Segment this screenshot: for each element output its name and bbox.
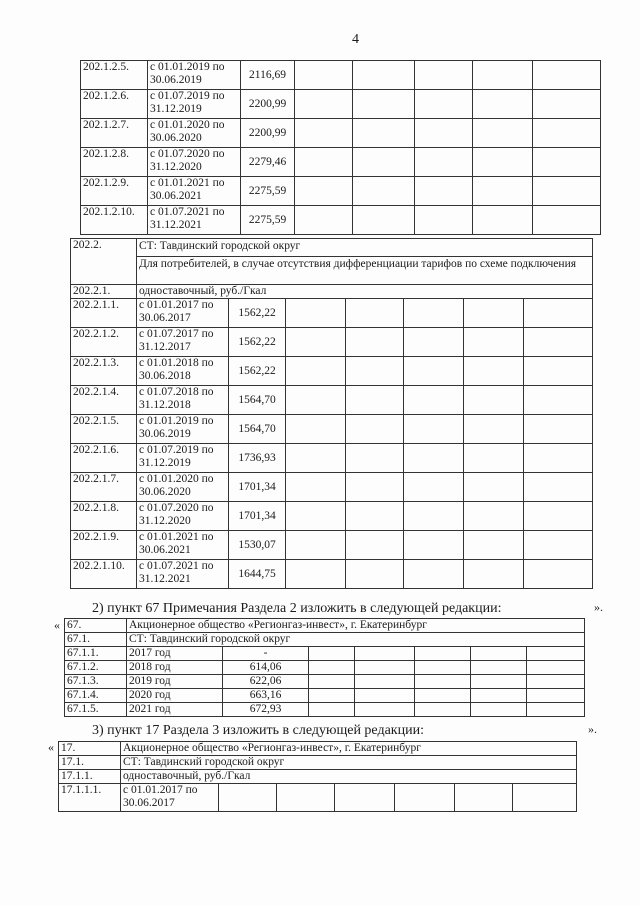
row-code: 67.1.4. <box>65 689 127 703</box>
row-code: 202.1.2.6. <box>81 90 148 119</box>
table-row <box>71 299 593 328</box>
row-code: 67.1.1. <box>65 647 127 661</box>
empty-cell <box>473 177 533 206</box>
row-value: 614,06 <box>223 661 309 675</box>
empty-cell <box>355 689 415 703</box>
empty-cell <box>355 647 415 661</box>
row-period: с 01.01.2021 по 30.06.2021 <box>148 177 241 206</box>
empty-cell <box>295 90 353 119</box>
empty-cell <box>286 473 346 502</box>
empty-cell <box>346 415 404 444</box>
empty-cell <box>415 661 471 675</box>
empty-cell <box>527 661 585 675</box>
empty-cell <box>286 444 346 473</box>
empty-cell <box>464 357 524 386</box>
empty-cell <box>524 502 593 531</box>
empty-cell <box>464 560 524 589</box>
empty-cell <box>295 148 353 177</box>
table-row <box>65 689 585 703</box>
row-period: с 01.07.2020 по 31.12.2020 <box>137 502 229 531</box>
empty-cell <box>471 675 527 689</box>
empty-cell <box>404 299 464 328</box>
row-value: - <box>223 647 309 661</box>
empty-cell <box>355 675 415 689</box>
row-value: 1530,07 <box>229 531 286 560</box>
empty-cell <box>219 784 277 812</box>
table-item-67 <box>64 618 585 717</box>
empty-cell <box>309 689 355 703</box>
row-code: 67.1.2. <box>65 661 127 675</box>
table-row <box>71 386 593 415</box>
empty-cell <box>415 206 473 235</box>
empty-cell <box>395 784 455 812</box>
row-17-1-1-text: одноставочный, руб./Гкал <box>121 770 577 784</box>
row-202-2-line1: СТ: Тавдинский городской округ <box>137 239 592 257</box>
empty-cell <box>346 386 404 415</box>
row-value: 622,06 <box>223 675 309 689</box>
table-row <box>81 90 601 119</box>
row-period: с 01.01.2020 по 30.06.2020 <box>148 119 241 148</box>
empty-cell <box>404 386 464 415</box>
row-code: 202.2.1.2. <box>71 328 137 357</box>
row-period: с 01.01.2018 по 30.06.2018 <box>137 357 229 386</box>
empty-cell <box>533 148 601 177</box>
empty-cell <box>286 328 346 357</box>
empty-cell <box>404 560 464 589</box>
empty-cell <box>309 703 355 717</box>
row-year: 2017 год <box>127 647 223 661</box>
close-quote-1: ». <box>594 600 603 614</box>
row-code: 202.2.1.10. <box>71 560 137 589</box>
table-row <box>71 444 593 473</box>
empty-cell <box>404 531 464 560</box>
row-value: 2279,46 <box>241 148 295 177</box>
row-17-1-text: СТ: Тавдинский городской округ <box>121 756 577 770</box>
empty-cell <box>527 703 585 717</box>
row-17-1-code: 17.1. <box>59 756 121 770</box>
empty-cell <box>533 177 601 206</box>
row-period: с 01.07.2018 по 31.12.2018 <box>137 386 229 415</box>
empty-cell <box>286 299 346 328</box>
empty-cell <box>464 415 524 444</box>
table-row <box>65 647 585 661</box>
empty-cell <box>415 90 473 119</box>
row-17-text: Акционерное общество «Регионгаз-инвест», г. Екатеринбург <box>121 742 577 756</box>
row-code: 202.1.2.7. <box>81 119 148 148</box>
table-row <box>71 560 593 589</box>
empty-cell <box>346 328 404 357</box>
row-period: с 01.01.2020 по 30.06.2020 <box>137 473 229 502</box>
row-value: 2116,69 <box>241 61 295 90</box>
tariff-table-part-b <box>70 238 593 589</box>
empty-cell <box>295 206 353 235</box>
empty-cell <box>415 177 473 206</box>
empty-cell <box>404 415 464 444</box>
table-row <box>71 415 593 444</box>
table-row <box>81 61 601 90</box>
empty-cell <box>464 444 524 473</box>
empty-cell <box>524 328 593 357</box>
empty-cell <box>415 148 473 177</box>
empty-cell <box>533 119 601 148</box>
empty-cell <box>353 148 415 177</box>
row-code: 202.2.1.8. <box>71 502 137 531</box>
row-value: 1701,34 <box>229 502 286 531</box>
empty-cell <box>346 502 404 531</box>
row-value: 2200,99 <box>241 90 295 119</box>
table-row <box>81 119 601 148</box>
empty-cell <box>404 328 464 357</box>
row-value: 1562,22 <box>229 328 286 357</box>
row-code: 202.1.2.9. <box>81 177 148 206</box>
row-code: 202.2.1.7. <box>71 473 137 502</box>
empty-cell <box>464 531 524 560</box>
empty-cell <box>471 689 527 703</box>
empty-cell <box>346 531 404 560</box>
empty-cell <box>524 299 593 328</box>
empty-cell <box>346 444 404 473</box>
empty-cell <box>455 784 513 812</box>
empty-cell <box>353 90 415 119</box>
row-67-1-text: СТ: Тавдинский городской округ <box>127 633 585 647</box>
empty-cell <box>346 560 404 589</box>
row-code: 202.2.1.5. <box>71 415 137 444</box>
row-value: 1562,22 <box>229 357 286 386</box>
open-quote-2: « <box>54 618 60 632</box>
row-period: с 01.07.2019 по 31.12.2019 <box>137 444 229 473</box>
table-row <box>81 206 601 235</box>
empty-cell <box>527 675 585 689</box>
row-period: с 01.07.2020 по 31.12.2020 <box>148 148 241 177</box>
row-202-2-text <box>137 239 593 285</box>
table-item-17 <box>58 741 577 812</box>
row-value: 2275,59 <box>241 177 295 206</box>
row-value: 2275,59 <box>241 206 295 235</box>
row-202-2-code: 202.2. <box>71 239 137 285</box>
row-value: 663,16 <box>223 689 309 703</box>
empty-cell <box>404 502 464 531</box>
empty-cell <box>286 560 346 589</box>
row-code: 202.2.1.6. <box>71 444 137 473</box>
table-row <box>71 328 593 357</box>
row-value: 672,93 <box>223 703 309 717</box>
empty-cell <box>533 90 601 119</box>
table-row <box>71 473 593 502</box>
empty-cell <box>346 299 404 328</box>
page-number: 4 <box>352 32 359 47</box>
empty-cell <box>473 90 533 119</box>
empty-cell <box>286 531 346 560</box>
row-202-2-line2: Для потребителей, в случае отсутствия дифференциации тарифов по схеме подключения <box>139 258 577 270</box>
empty-cell <box>524 560 593 589</box>
table-row <box>71 357 593 386</box>
empty-cell <box>524 531 593 560</box>
row-17-1-1-1-code: 17.1.1.1. <box>59 784 121 812</box>
empty-cell <box>346 357 404 386</box>
row-code: 67.1.5. <box>65 703 127 717</box>
empty-cell <box>355 661 415 675</box>
empty-cell <box>473 206 533 235</box>
empty-cell <box>473 61 533 90</box>
empty-cell <box>404 357 464 386</box>
row-code: 202.2.1.3. <box>71 357 137 386</box>
empty-cell <box>524 386 593 415</box>
table-row <box>71 502 593 531</box>
empty-cell <box>346 473 404 502</box>
row-year: 2020 год <box>127 689 223 703</box>
empty-cell <box>404 444 464 473</box>
row-period: с 01.01.2021 по 30.06.2021 <box>137 531 229 560</box>
row-year: 2021 год <box>127 703 223 717</box>
paragraph-2: 2) пункт 67 Примечания Раздела 2 изложить в следующей редакции: <box>92 601 502 616</box>
empty-cell <box>464 502 524 531</box>
empty-cell <box>524 357 593 386</box>
table-row <box>65 703 585 717</box>
empty-cell <box>353 177 415 206</box>
empty-cell <box>353 119 415 148</box>
row-67-1-code: 67.1. <box>65 633 127 647</box>
empty-cell <box>524 473 593 502</box>
row-code: 202.2.1.4. <box>71 386 137 415</box>
row-code: 202.2.1.9. <box>71 531 137 560</box>
empty-cell <box>471 703 527 717</box>
empty-cell <box>286 357 346 386</box>
empty-cell <box>464 473 524 502</box>
row-period: с 01.01.2019 по 30.06.2019 <box>148 61 241 90</box>
row-period: с 01.01.2017 по 30.06.2017 <box>137 299 229 328</box>
empty-cell <box>533 61 601 90</box>
empty-cell <box>415 119 473 148</box>
row-202-2-1-code: 202.2.1. <box>71 285 137 299</box>
empty-cell <box>415 61 473 90</box>
empty-cell <box>415 703 471 717</box>
row-year: 2019 год <box>127 675 223 689</box>
empty-cell <box>524 444 593 473</box>
row-67-text: Акционерное общество «Регионгаз-инвест», г. Екатеринбург <box>127 619 585 633</box>
table-row <box>65 661 585 675</box>
table-row <box>81 148 601 177</box>
empty-cell <box>309 675 355 689</box>
empty-cell <box>527 647 585 661</box>
row-code: 202.2.1.1. <box>71 299 137 328</box>
empty-cell <box>415 689 471 703</box>
row-17-code: 17. <box>59 742 121 756</box>
empty-cell <box>286 502 346 531</box>
empty-cell <box>471 661 527 675</box>
empty-cell <box>295 177 353 206</box>
row-value: 1644,75 <box>229 560 286 589</box>
empty-cell <box>355 703 415 717</box>
empty-cell <box>277 784 335 812</box>
close-quote-2: ». <box>588 722 597 736</box>
empty-cell <box>524 415 593 444</box>
empty-cell <box>295 61 353 90</box>
row-17-1-1-code: 17.1.1. <box>59 770 121 784</box>
empty-cell <box>471 647 527 661</box>
empty-cell <box>415 675 471 689</box>
tariff-table-part-a <box>80 60 601 235</box>
empty-cell <box>527 689 585 703</box>
empty-cell <box>286 415 346 444</box>
empty-cell <box>513 784 577 812</box>
empty-cell <box>464 299 524 328</box>
row-code: 202.1.2.5. <box>81 61 148 90</box>
empty-cell <box>464 386 524 415</box>
empty-cell <box>353 61 415 90</box>
empty-cell <box>464 328 524 357</box>
paragraph-3: 3) пункт 17 Раздела 3 изложить в следующей редакции: <box>92 723 424 738</box>
empty-cell <box>309 661 355 675</box>
table-row <box>81 177 601 206</box>
row-period: с 01.07.2017 по 31.12.2017 <box>137 328 229 357</box>
row-code: 202.1.2.10. <box>81 206 148 235</box>
empty-cell <box>473 119 533 148</box>
table-row <box>71 531 593 560</box>
empty-cell <box>415 647 471 661</box>
row-value: 1564,70 <box>229 415 286 444</box>
row-value: 2200,99 <box>241 119 295 148</box>
empty-cell <box>404 473 464 502</box>
empty-cell <box>533 206 601 235</box>
empty-cell <box>309 647 355 661</box>
empty-cell <box>286 386 346 415</box>
row-202-2-1-text: одноставочный, руб./Гкал <box>137 285 593 299</box>
row-67-code: 67. <box>65 619 127 633</box>
row-period: с 01.07.2021 по 31.12.2021 <box>137 560 229 589</box>
row-period: с 01.01.2019 по 30.06.2019 <box>137 415 229 444</box>
empty-cell <box>473 148 533 177</box>
empty-cell <box>335 784 395 812</box>
row-year: 2018 год <box>127 661 223 675</box>
row-17-1-1-1-period: с 01.01.2017 по 30.06.2017 <box>121 784 219 812</box>
row-value: 1701,34 <box>229 473 286 502</box>
row-code: 202.1.2.8. <box>81 148 148 177</box>
row-period: с 01.07.2019 по 31.12.2019 <box>148 90 241 119</box>
open-quote-3: « <box>48 740 54 754</box>
row-period: с 01.07.2021 по 31.12.2021 <box>148 206 241 235</box>
row-value: 1564,70 <box>229 386 286 415</box>
row-value: 1736,93 <box>229 444 286 473</box>
row-code: 67.1.3. <box>65 675 127 689</box>
empty-cell <box>295 119 353 148</box>
table-row <box>65 675 585 689</box>
empty-cell <box>353 206 415 235</box>
row-value: 1562,22 <box>229 299 286 328</box>
